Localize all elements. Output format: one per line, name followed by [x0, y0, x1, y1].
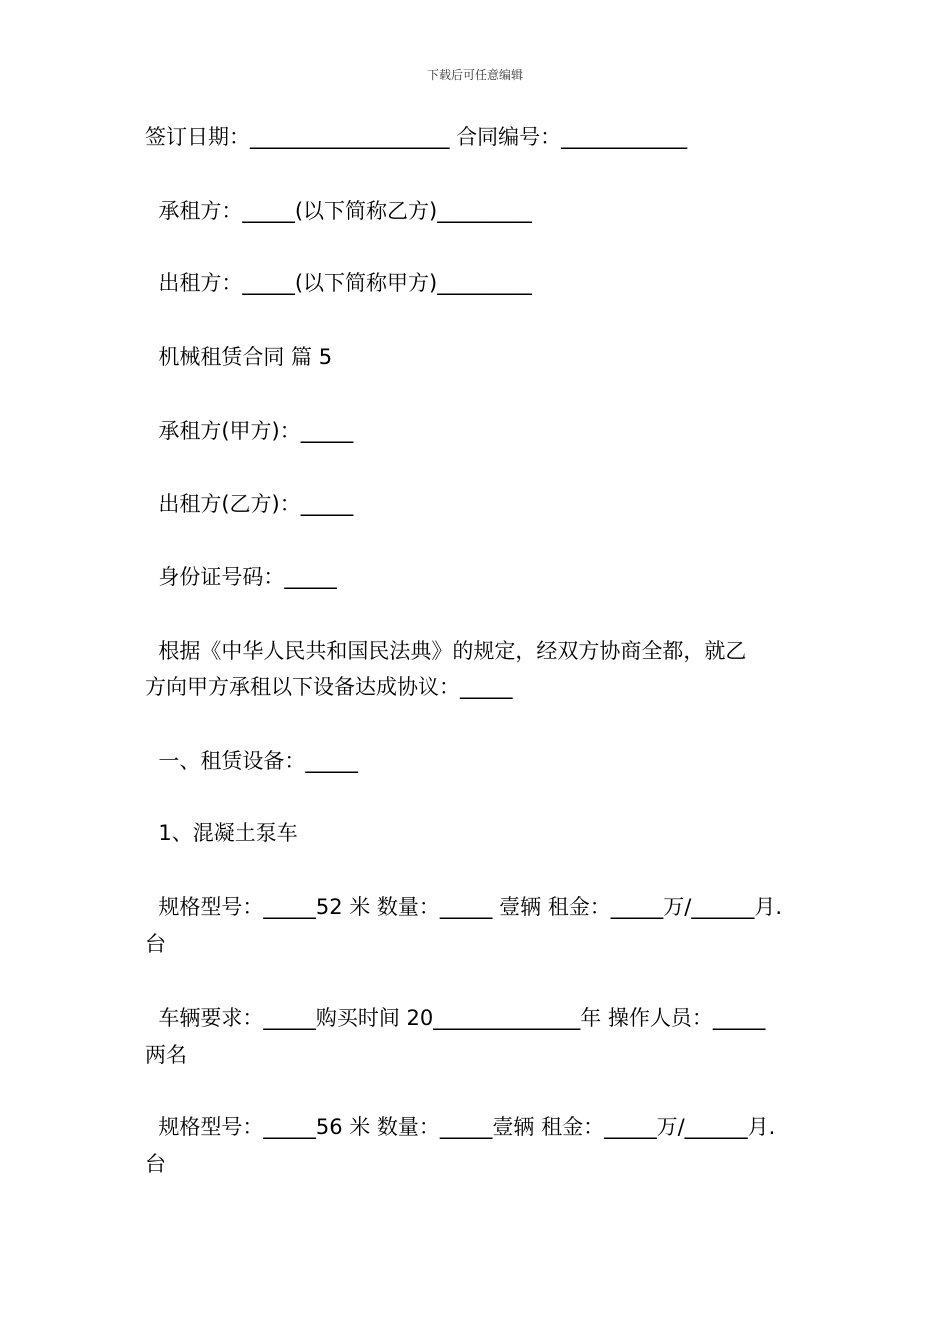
spec-56m-line-2: 台: [145, 1152, 166, 1176]
preamble-line-2: 方向甲方承租以下设备达成协议：_____: [145, 675, 513, 699]
vehicle-requirements-line-1: 车辆要求：_____购买时间 20______________年 操作人员：_____: [145, 1006, 766, 1030]
spec-56m-line-1: 规格型号：_____56 米 数量：_____壹辆 租金：_____万/______月.: [145, 1115, 776, 1139]
contract-title-line: 机械租赁合同 篇 5: [145, 345, 333, 369]
preamble-line-1: 根据《中华人民共和国民法典》的规定，经双方协商全都，就乙: [145, 639, 747, 663]
spec-52m-line-2: 台: [145, 932, 166, 956]
item-concrete-pump-truck: 1、混凝土泵车: [145, 821, 298, 845]
lessee-line: 承租方：_____(以下简称乙方)_________: [145, 199, 532, 223]
id-number-line: 身份证号码：_____: [145, 565, 337, 589]
page-header: 下载后可任意编辑: [426, 68, 523, 82]
vehicle-requirements-line-2: 两名: [145, 1043, 187, 1067]
spec-52m-line-1: 规格型号：_____52 米 数量：_____ 壹辆 租金：_____万/______月.: [145, 895, 783, 919]
lessor-line: 出租方：_____(以下简称甲方)_________: [145, 271, 532, 295]
party-b-line: 出租方(乙方)：_____: [145, 492, 354, 516]
party-a-line: 承租方(甲方)：_____: [145, 419, 354, 443]
signing-date-and-contract-number-line: 签订日期：___________________ 合同编号：____________: [145, 125, 688, 149]
section-leased-equipment: 一、租赁设备：_____: [145, 749, 358, 773]
